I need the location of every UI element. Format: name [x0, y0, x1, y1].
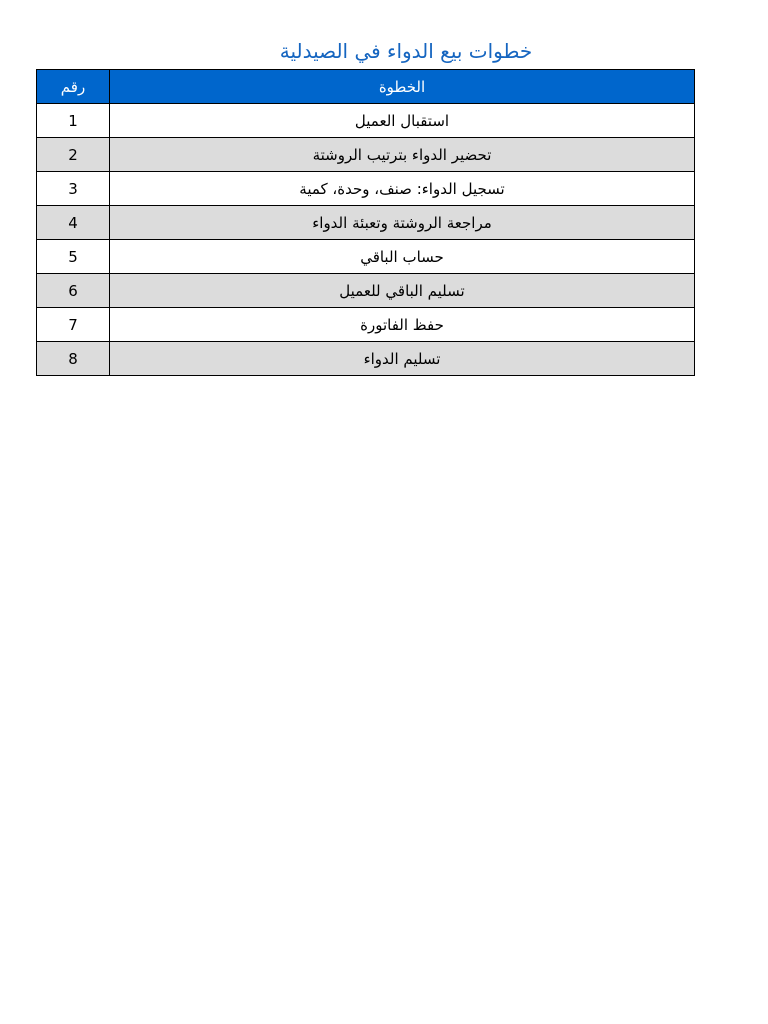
table-row [37, 274, 695, 308]
table-row [37, 104, 695, 138]
table-header-row [37, 70, 695, 104]
row-step: استقبال العميل [110, 104, 695, 138]
row-step: تسجيل الدواء: صنف، وحدة، كمية [110, 172, 695, 206]
row-step: تسليم الباقي للعميل [110, 274, 695, 308]
table-row [37, 138, 695, 172]
document-title: خطوات بيع الدواء في الصيدلية [279, 39, 533, 63]
table-row [37, 308, 695, 342]
row-step: حساب الباقي [110, 240, 695, 274]
table-row [37, 240, 695, 274]
row-step: حفظ الفاتورة [110, 308, 695, 342]
header-step: الخطوة [110, 70, 695, 104]
row-number: 6 [37, 274, 110, 308]
table-row [37, 172, 695, 206]
table-row [37, 342, 695, 376]
row-step: مراجعة الروشتة وتعبئة الدواء [110, 206, 695, 240]
header-number: رقم [37, 70, 110, 104]
row-step: تحضير الدواء بترتيب الروشتة [110, 138, 695, 172]
row-step: تسليم الدواء [110, 342, 695, 376]
row-number: 2 [37, 138, 110, 172]
row-number: 8 [37, 342, 110, 376]
row-number: 3 [37, 172, 110, 206]
row-number: 5 [37, 240, 110, 274]
row-number: 1 [37, 104, 110, 138]
steps-table [36, 69, 695, 376]
table-row [37, 206, 695, 240]
row-number: 4 [37, 206, 110, 240]
row-number: 7 [37, 308, 110, 342]
